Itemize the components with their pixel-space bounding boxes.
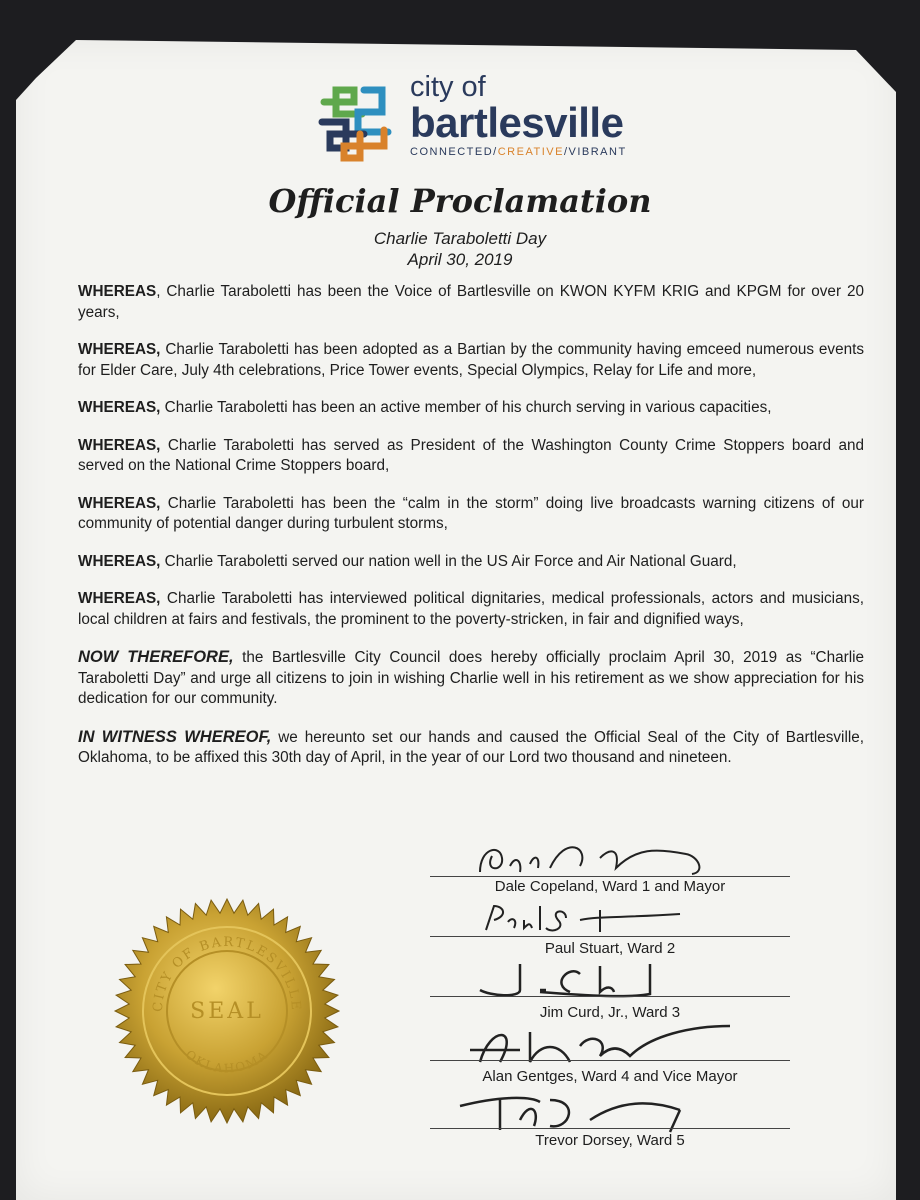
signatory-name: Alan Gentges, Ward 4 and Vice Mayor [482,1068,738,1085]
whereas-paragraph [78,589,864,630]
proclamation-subtitle [0,228,920,270]
paragraph-lead: WHEREAS, [78,399,161,416]
paragraph-text: we hereunto set our hands and caused the Official Seal of the City of Bartlesville, Oklahoma, to be affixed this 30th day of April, in the year of our Lord two thousand and nineteen. [78,728,865,766]
whereas-paragraph [78,436,864,477]
signature-scribble-icon [470,838,740,878]
whereas-paragraph [78,494,864,535]
paragraph-text: Charlie Taraboletti has been an active member of his church serving in various capacities, [160,399,772,416]
proclamation-body [78,282,864,786]
logo-name-text: bartlesville [410,99,624,146]
gold-seal-icon [112,896,342,1126]
paragraph-lead: WHEREAS, [78,341,161,358]
signature-line [430,1128,790,1129]
official-seal [112,896,342,1126]
paragraph-text: Charlie Taraboletti has served as President of the Washington County Crime Stoppers board and served on the National Crime Stoppers board, [78,436,864,474]
whereas-paragraph [78,552,864,573]
logo-city-text: city of [410,71,486,103]
paragraph-text: Charlie Taraboletti has interviewed political dignitaries, medical professionals, actors and musicians, local children at fairs and festivals, the prominent to the poverty-stricken, in fair and dignified ways, [78,590,864,628]
signature-scribble-icon [480,900,700,936]
whereas-paragraph [78,282,864,323]
paragraph-text: , Charlie Taraboletti has been the Voice of Bartlesville on KWON KYFM KRIG and KPGM for over 20 years, [78,283,864,321]
signature-scribble-icon [460,1022,750,1070]
now-therefore-paragraph [78,647,864,710]
tagline-vibrant: /VIBRANT [563,146,627,158]
paragraph-text: Charlie Taraboletti served our nation well in the US Air Force and Air National Guard, [160,552,737,570]
paragraph-lead: WHEREAS [78,283,157,300]
subtitle-date: April 30, 2019 [407,250,513,269]
paragraph-lead: WHEREAS, [78,552,161,570]
signatory-name: Dale Copeland, Ward 1 and Mayor [494,878,726,895]
paragraph-lead: WHEREAS, [78,494,161,512]
seal-text-center: SEAL [190,999,264,1024]
paragraph-lead: WHEREAS, [78,590,161,607]
whereas-paragraph [78,340,864,381]
witness-paragraph [78,727,864,769]
paragraph-text: the Bartlesville City Council does hereby officially proclaim April 30, 2019 as “Charlie Taraboletti Day” and urge all citizens to join in wishing Charlie well in his retirement as we show appreciation for his dedication for our community. [78,649,864,707]
paragraph-lead: NOW THEREFORE, [78,648,234,666]
paragraph-lead: WHEREAS, [78,436,161,454]
subtitle-name: Charlie Taraboletti Day [373,229,547,248]
tagline-connected: CONNECTED/ [410,146,498,158]
signatory-name: Jim Curd, Jr., Ward 3 [539,1004,681,1021]
city-knot-icon [304,72,404,168]
signatory-name: Trevor Dorsey, Ward 5 [535,1132,685,1149]
page-title: Official Proclamation [268,182,652,220]
signature-line [430,1060,790,1061]
whereas-paragraph [78,398,864,419]
paragraph-text: Charlie Taraboletti has been adopted as a Bartian by the community having emceed numerous events for Elder Care, July 4th celebrations, Price Tower events, Special Olympics, Relay for Life and more, [78,341,864,379]
signature-line [430,936,790,937]
signature-line [430,876,790,877]
seal-text-top: CITY OF BARTLESVILLE [150,934,304,1013]
logo-tagline [410,146,627,158]
paragraph-lead: IN WITNESS WHEREOF, [78,727,272,746]
signature-scribble-icon [470,960,710,1000]
seal-text-bottom: OKLAHOMA [182,1047,272,1076]
city-logo [304,72,664,168]
paragraph-text: Charlie Taraboletti has been the “calm in the storm” doing live broadcasts warning citizens of our community of potential danger during turbulent storms, [78,494,864,532]
tagline-creative: CREATIVE [497,146,564,158]
signatory-name: Paul Stuart, Ward 2 [544,940,676,957]
signature-line [430,996,790,997]
